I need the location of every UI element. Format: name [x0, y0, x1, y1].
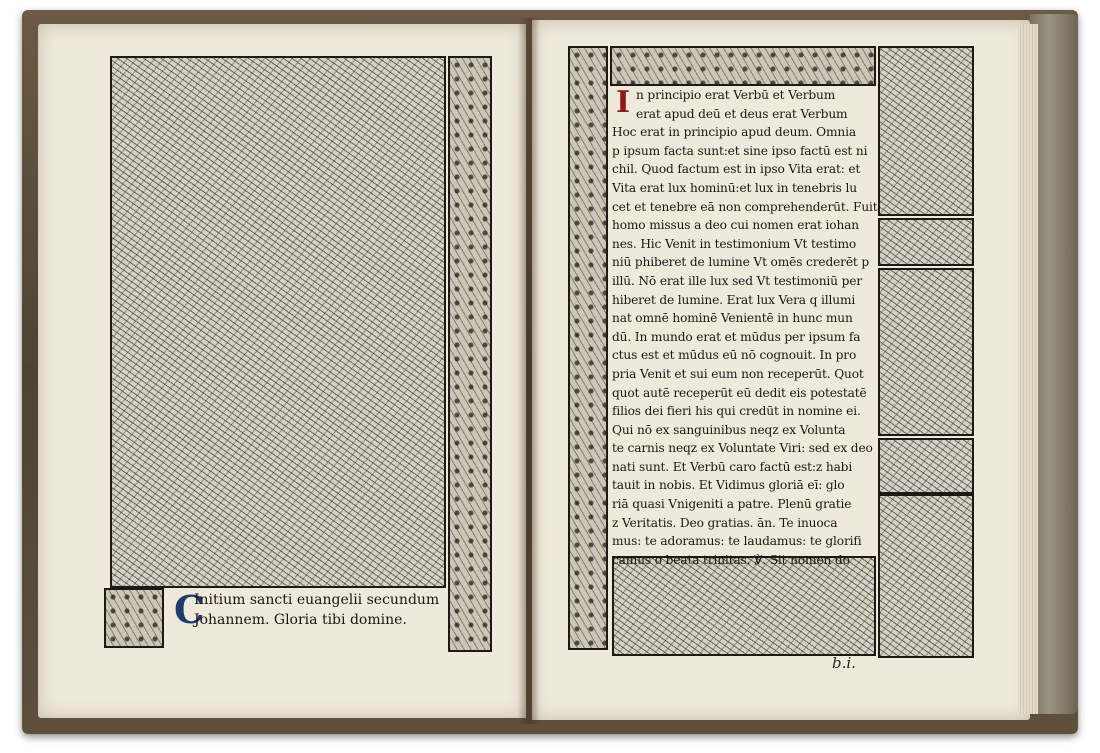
text-line: filios dei fieri his qui credūt in nomine ei. — [612, 404, 861, 419]
text-line: quot autē receperūt eū dedit eis potestatē — [612, 385, 867, 400]
text-line: pria Venit et sui eum non receperūt. Quot — [612, 366, 864, 381]
text-line: mus: te adoramus: te laudamus: te glorifi — [612, 534, 862, 549]
text-line: p ipsum facta sunt:et sine ipso factū est ni — [612, 143, 868, 158]
book-gutter — [518, 18, 540, 724]
text-line: Qui nō ex sanguinibus neqz ex Volunta — [612, 422, 846, 437]
text-line: niū phiberet de lumine Vt omēs crederēt p — [612, 255, 870, 270]
gospel-text — [612, 86, 878, 567]
text-line: ctus est et mūdus eū nō cognouit. In pro — [612, 348, 857, 363]
text-line: illū. Nō erat ille lux sed Vt testimoniū per — [612, 273, 862, 288]
beast-corner-woodcut — [104, 588, 164, 648]
folio-signature: b.i. — [832, 654, 856, 672]
text-line: nati sunt. Et Verbū caro factū est:z habi — [612, 459, 853, 474]
text-line: nes. Hic Venit in testimonium Vt testimo — [612, 236, 857, 251]
text-line: cet et tenebre eā non comprehenderūt. Fuit — [612, 199, 878, 214]
text-line: nat omnē hominē Venientē in hunc mun — [612, 311, 853, 326]
canopy-woodcut-2 — [878, 438, 974, 494]
martyrdom-woodcut — [110, 56, 446, 588]
text-line: hiberet de lumine. Erat lux Vera q illumi — [612, 292, 856, 307]
text-line: tauit in nobis. Et Vidimus gloriā eī: glo — [612, 478, 845, 493]
text-line: n principio erat Verbū et Verbum — [636, 88, 836, 102]
right-left-border — [568, 46, 608, 650]
text-line: te carnis neqz ex Voluntate Viri: sed ex deo — [612, 441, 873, 456]
text-line: Hoc erat in principio apud deum. Omnia — [612, 125, 856, 140]
red-initial-i: I — [615, 85, 631, 120]
blue-initial-c: C — [174, 587, 205, 632]
text-line: z Veritatis. Deo gratias. ān. Te inuoca — [612, 515, 838, 530]
text-line: riā quasi Vnigeniti a patre. Plenū gratie — [612, 497, 852, 512]
text-line: homo missus a deo cui nomen erat iohan — [612, 218, 859, 233]
page-edges — [1018, 24, 1038, 714]
figures-woodcut-bottom — [878, 494, 974, 658]
figures-woodcut-top — [878, 46, 974, 216]
gospel-caption — [168, 587, 440, 634]
caption-line: Johannem. Gloria tibi domine. — [194, 612, 407, 628]
caption-line: Initium sancti euangelii secundum — [194, 592, 440, 608]
text-line: Vita erat lux hominū:et lux in tenebris lu — [612, 180, 857, 195]
right-top-border — [610, 46, 876, 86]
nativity-woodcut — [878, 268, 974, 436]
text-line: erat apud deū et deus erat Verbum — [636, 106, 848, 121]
text-line: camus o beata trinitas. ℣. Sit nomen do — [612, 552, 850, 567]
canopy-woodcut — [878, 218, 974, 266]
text-line: dū. In mundo erat et mūdus per ipsum fa — [612, 329, 861, 344]
bottom-scene-woodcut — [612, 556, 876, 656]
left-floral-border — [448, 56, 492, 652]
text-line: chil. Quod factum est in ipso Vita erat: et — [612, 162, 861, 177]
